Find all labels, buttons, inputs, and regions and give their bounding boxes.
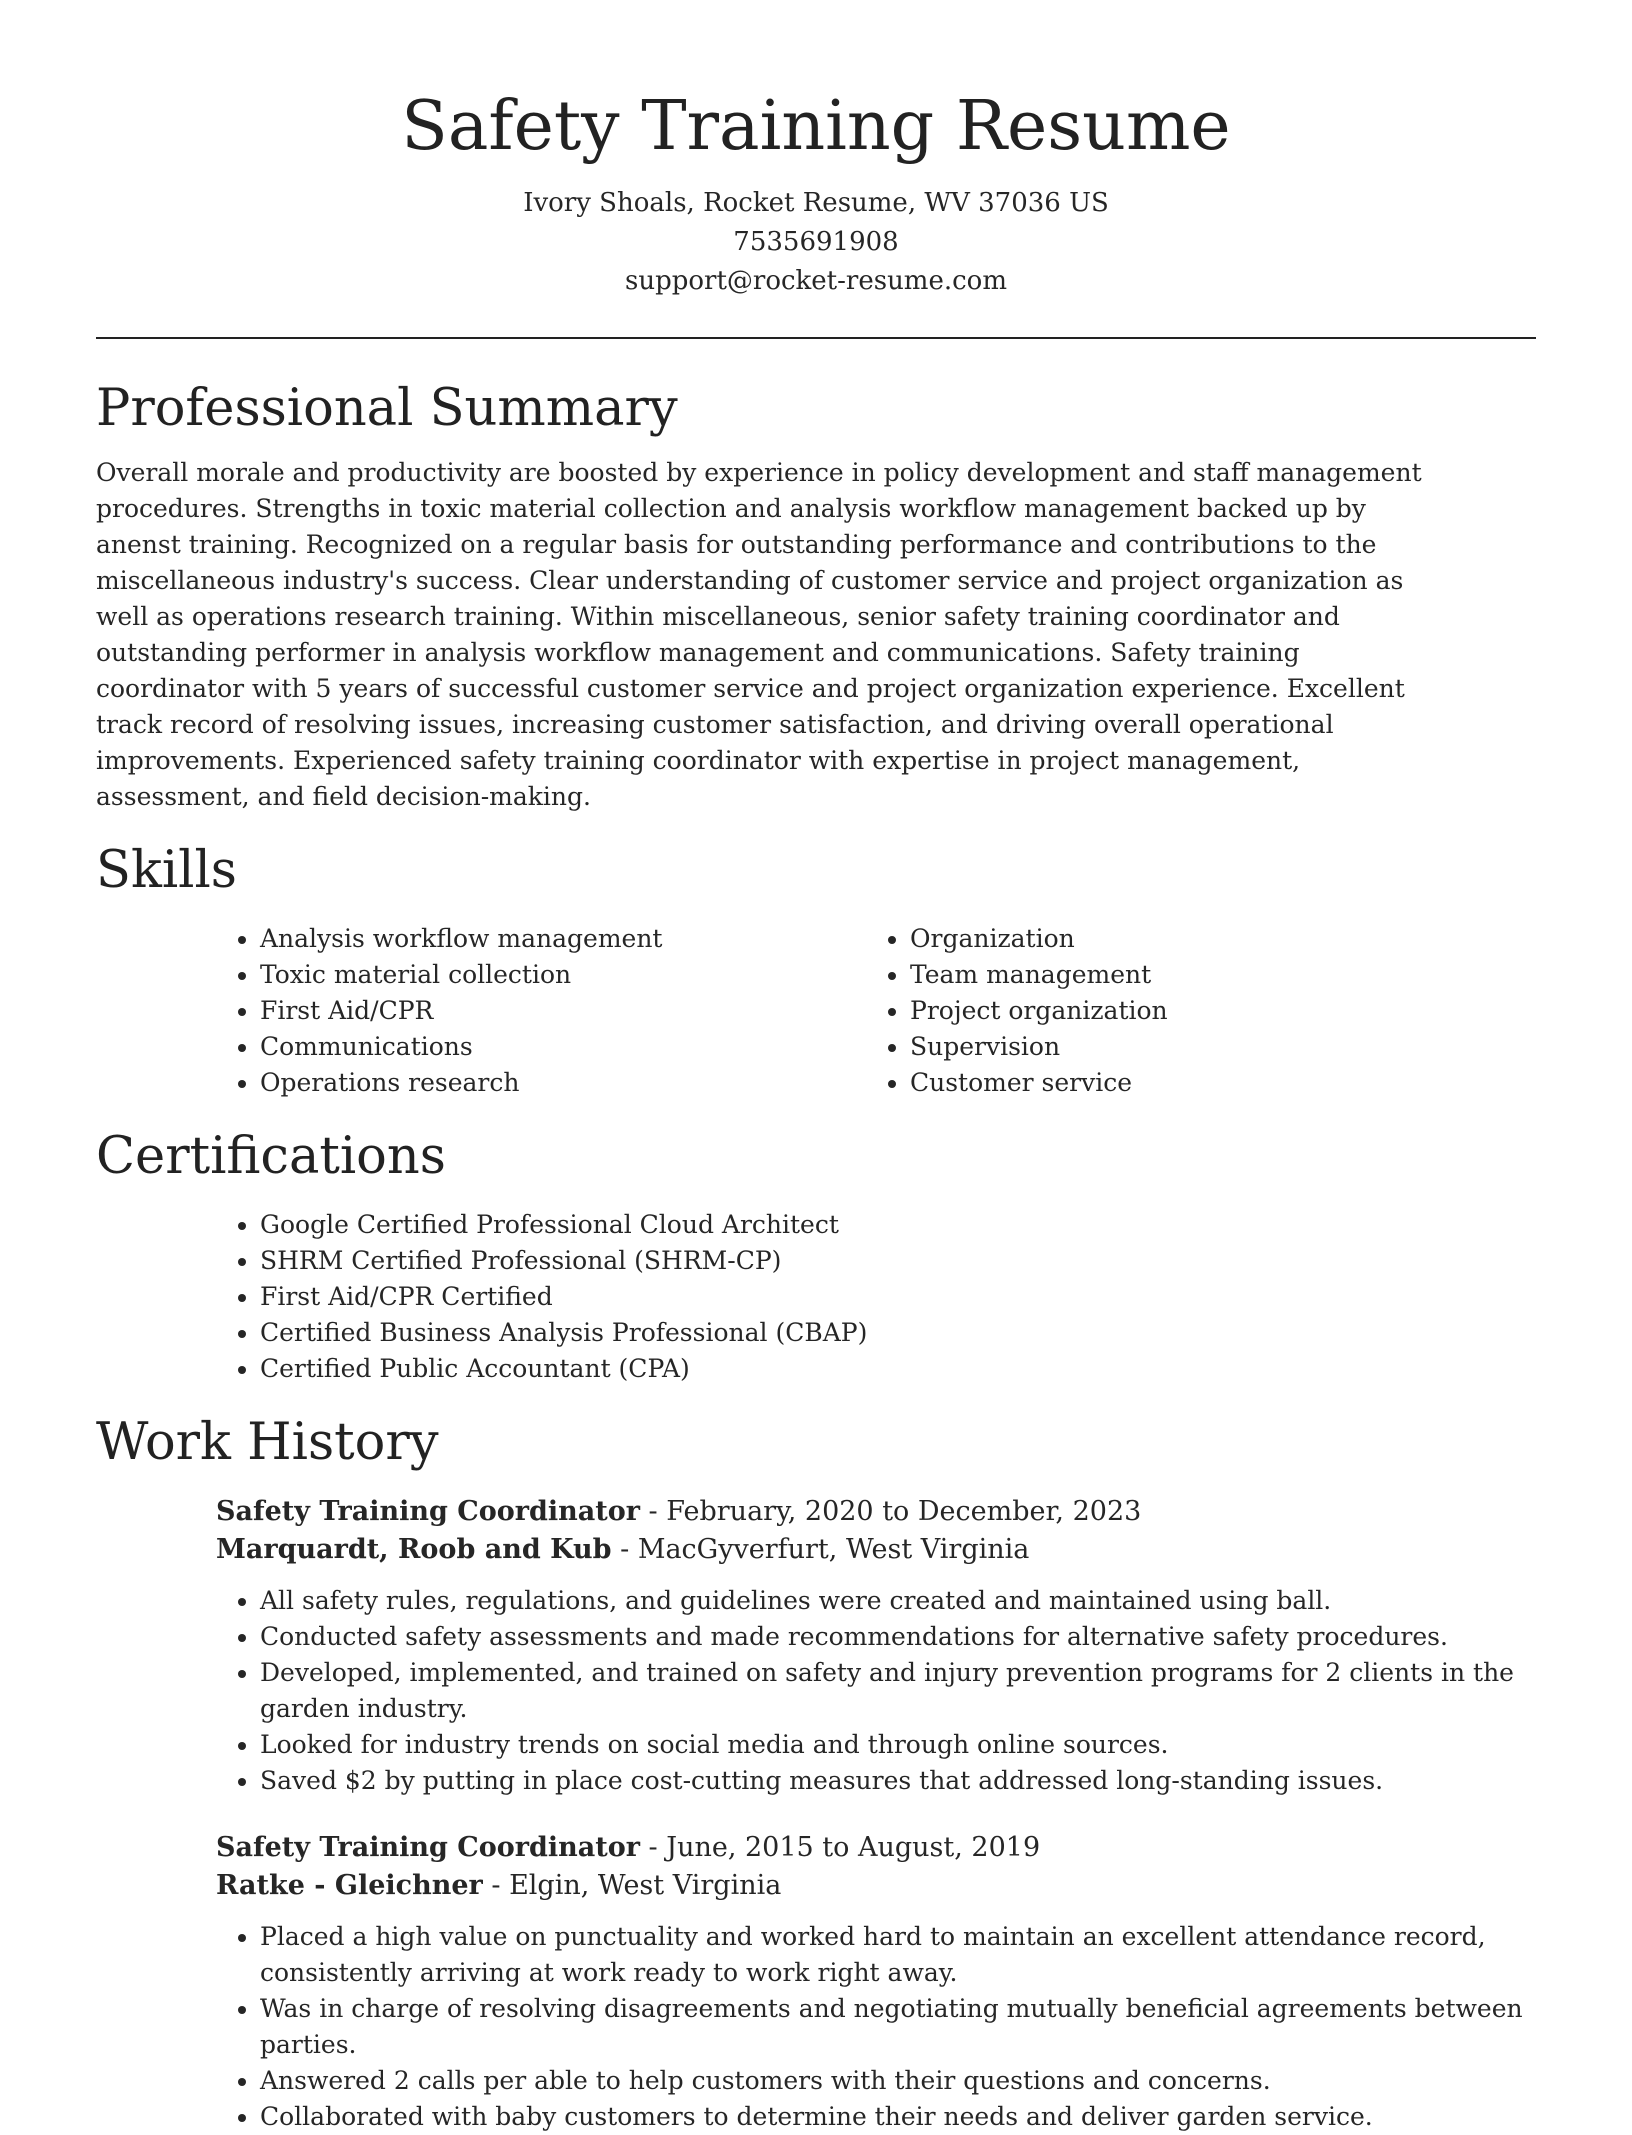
job-title: Safety Training Coordinator xyxy=(216,1832,640,1863)
summary-heading: Professional Summary xyxy=(96,379,678,438)
contact-email: support@rocket-resume.com xyxy=(624,266,1007,296)
job-bullet: • Placed a high value on punctuality and worked hard to maintain an excellent attendance record, consistently arriving at work ready to work right away. xyxy=(260,1919,1600,1991)
certification-item: • Certified Public Accountant (CPA) xyxy=(260,1351,1536,1387)
job-bullet: • All safety rules, regulations, and guidelines were created and maintained using ball. xyxy=(260,1583,1600,1619)
skill-item: • Project organization xyxy=(910,993,1516,1029)
job-bullet: • Collaborated with baby customers to determine their needs and deliver garden service. xyxy=(260,2099,1600,2135)
skills-column-right xyxy=(866,921,1516,1101)
job-company: Ratke - Gleichner xyxy=(216,1870,483,1901)
job-dates: June, 2015 to August, 2019 xyxy=(666,1832,1041,1863)
header-divider xyxy=(96,337,1536,339)
job-company-line: Ratke - Gleichner - Elgin, West Virginia xyxy=(216,1870,782,1901)
certifications-heading: Certifications xyxy=(96,1127,446,1186)
skill-item: • Toxic material collection xyxy=(260,957,866,993)
skill-item: • Customer service xyxy=(910,1065,1516,1101)
certification-item: • First Aid/CPR Certified xyxy=(260,1279,1536,1315)
summary-section xyxy=(96,377,1536,815)
skill-item: • Team management xyxy=(910,957,1516,993)
skills-grid xyxy=(216,921,1536,1101)
skill-item: • Communications xyxy=(260,1029,866,1065)
job-bullets xyxy=(216,1583,1600,1799)
certification-item: • SHRM Certified Professional (SHRM-CP) xyxy=(260,1243,1536,1279)
job-bullet: • Conducted safety assessments and made recommendations for alternative safety procedures. xyxy=(260,1619,1600,1655)
resume-page xyxy=(96,0,1536,2135)
work-history-heading: Work History xyxy=(96,1413,439,1472)
job-bullet: • Looked for industry trends on social media and through online sources. xyxy=(260,1727,1600,1763)
job-company: Marquardt, Roob and Kub xyxy=(216,1534,612,1565)
certifications-section xyxy=(96,1125,1536,1387)
job-bullet: • Saved $2 by putting in place cost-cutting measures that addressed long-standing issues. xyxy=(260,1763,1600,1799)
job-entry xyxy=(216,1829,1536,2135)
summary-text: Overall morale and productivity are boosted by experience in policy development and staff management procedures. Strengths in toxic material collection and analysis workflow management backed up by anenst training. Recognized on a regular basis for outstanding performance and contributions to the miscellaneous industry's success. Clear understanding of customer service and project organization as well as operations research training. Within miscellaneous, senior safety training coordinator and outstanding performer in analysis workflow management and communications. Safety training coordinator with 5 years of successful customer service and project organization experience. Excellent track record of resolving issues, increasing customer satisfaction, and driving overall operational improvements. Experienced safety training coordinator with expertise in project management, assessment, and field decision-making. xyxy=(96,458,1422,811)
job-bullets xyxy=(216,1919,1600,2135)
skill-item: • Supervision xyxy=(910,1029,1516,1065)
resume-header xyxy=(96,0,1536,301)
skill-item: • Operations research xyxy=(260,1065,866,1101)
job-company-line: Marquardt, Roob and Kub - MacGyverfurt, West Virginia xyxy=(216,1534,1030,1565)
skills-heading: Skills xyxy=(96,841,237,900)
job-bullet: • Answered 2 calls per able to help customers with their questions and concerns. xyxy=(260,2063,1600,2099)
job-dates: February, 2020 to December, 2023 xyxy=(666,1496,1142,1527)
contact-address: Ivory Shoals, Rocket Resume, WV 37036 US xyxy=(523,188,1109,218)
certifications-list xyxy=(216,1207,1536,1387)
contact-block xyxy=(96,184,1536,301)
resume-title: Safety Training Resume xyxy=(401,87,1231,166)
job-bullet: • Developed, implemented, and trained on safety and injury prevention programs for 2 clients in the garden industry. xyxy=(260,1655,1600,1727)
skills-column-left xyxy=(216,921,866,1101)
skill-item: • Analysis workflow management xyxy=(260,921,866,957)
job-entry xyxy=(216,1493,1536,1799)
job-location: MacGyverfurt, West Virginia xyxy=(637,1534,1030,1565)
job-bullet: • Was in charge of resolving disagreements and negotiating mutually beneficial agreements between parties. xyxy=(260,1991,1600,2063)
contact-phone: 7535691908 xyxy=(733,227,899,257)
skills-section xyxy=(96,839,1536,1101)
certification-item: • Certified Business Analysis Professional (CBAP) xyxy=(260,1315,1536,1351)
job-title-line: Safety Training Coordinator - February, 2020 to December, 2023 xyxy=(216,1496,1142,1527)
work-history-section xyxy=(96,1411,1536,2135)
skill-item: • First Aid/CPR xyxy=(260,993,866,1029)
job-location: Elgin, West Virginia xyxy=(509,1870,782,1901)
skill-item: • Organization xyxy=(910,921,1516,957)
job-title: Safety Training Coordinator xyxy=(216,1496,640,1527)
job-title-line: Safety Training Coordinator - June, 2015 to August, 2019 xyxy=(216,1832,1041,1863)
certification-item: • Google Certified Professional Cloud Architect xyxy=(260,1207,1536,1243)
